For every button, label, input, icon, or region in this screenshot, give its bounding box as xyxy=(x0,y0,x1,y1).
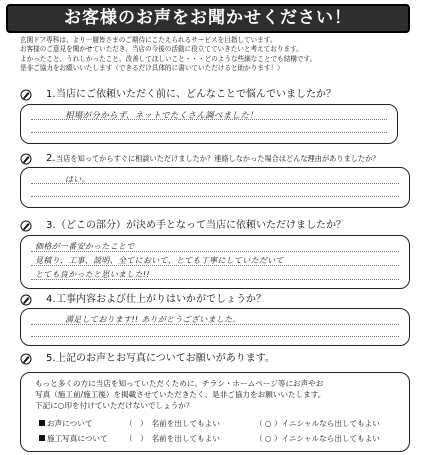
survey-banner-title: お客様のお声をお聞かせください！ xyxy=(6,4,410,33)
consent-choice-initial[interactable]: （ ○ ）イニシャルなら出してもよい xyxy=(255,434,380,443)
pencil-icon xyxy=(20,353,32,365)
intro-line: 是非ご協力をお願いいたします（できるだけ具体的に書いていただけると助かります！） xyxy=(20,64,284,73)
question-number: 4. xyxy=(46,294,56,305)
question-5 xyxy=(20,350,360,367)
question-3 xyxy=(20,217,360,234)
question-number: 3. xyxy=(46,220,56,231)
question-text: 当店にご依頼いただく前に、どんなことで悩んでいましたか？ xyxy=(56,89,336,100)
consent-choice-name[interactable]: （ ） 名前を出してもよい xyxy=(125,419,220,428)
answer-line: 相場が分からず、ネットでたくさん調べました！ xyxy=(65,111,258,121)
pencil-icon xyxy=(20,153,32,165)
consent-choice-name[interactable]: （ ） 名前を出してもよい xyxy=(125,434,220,443)
question-1 xyxy=(20,86,360,103)
question-text: （どこの部分）が決め手となって当店に依頼いただけましたか？ xyxy=(56,220,346,231)
consent-row-voice xyxy=(39,418,380,429)
request-line: 写真（施工前/施工後）を掲載させていただきたく、是非ご協力をお願いいたします。 xyxy=(35,390,326,399)
question-text: 当店を知ってからすぐに相談いただけましたか？連絡しなかった場合はどんな理由がありましたか？ xyxy=(56,154,380,163)
intro-line: よかったこと、うれしかったこと、改善してほしいこと・・・どのような些細なことでも結構です。 xyxy=(20,54,317,63)
intro-line: お客様のご意見を聞かせていただき、当店の今後の活動に役立てていきたいと考えております。 xyxy=(20,45,303,54)
answer-line: とても良かったと思いました!! xyxy=(35,270,150,279)
question-text: 上記のお声とお写真についてお願いがあります。 xyxy=(56,353,275,364)
request-line: もっと多くの方に当店を知っていただくために、チラシ・ホームページ等にお声やお xyxy=(35,379,324,388)
intro-line: 玄関ドア専科は、より一層皆さまのご期待にこたえられるサービスを目指しています。 xyxy=(20,36,277,44)
answer-box-3 xyxy=(20,235,410,289)
answer-line: 満足しております!! ありがとうございました。 xyxy=(65,315,241,324)
answer-line: 見積り、工事、説明、全てにおいて、とても丁寧にしていただいて xyxy=(35,256,284,265)
consent-label: 施工写真について xyxy=(47,434,108,443)
question-text: 工事内容および仕上がりはいかがでしょうか？ xyxy=(56,294,266,305)
answer-line: はい。 xyxy=(65,175,90,184)
question-2 xyxy=(20,150,380,167)
answer-box-4 xyxy=(20,308,410,346)
question-number: 1. xyxy=(46,89,56,100)
request-line: 下記に○印を付けていただけないでしょうか？ xyxy=(35,401,194,410)
pencil-icon xyxy=(20,220,32,232)
consent-label: お声について xyxy=(47,419,93,428)
consent-choice-initial[interactable]: （ ○ ）イニシャルなら出してもよい xyxy=(255,419,380,428)
answer-box-1 xyxy=(20,104,398,144)
answer-box-2 xyxy=(20,167,410,208)
bullet-square-icon xyxy=(39,420,45,426)
question-number: 2. xyxy=(46,153,56,164)
pencil-icon xyxy=(20,89,32,101)
question-number: 5. xyxy=(46,353,56,364)
intro-text xyxy=(20,36,416,74)
answer-line: 価格が一番安かったことで xyxy=(35,242,135,251)
consent-row-photo xyxy=(39,433,380,444)
pencil-icon xyxy=(20,294,32,306)
question-4 xyxy=(20,291,360,308)
publication-request-box xyxy=(20,372,410,452)
bullet-square-icon xyxy=(39,435,45,441)
